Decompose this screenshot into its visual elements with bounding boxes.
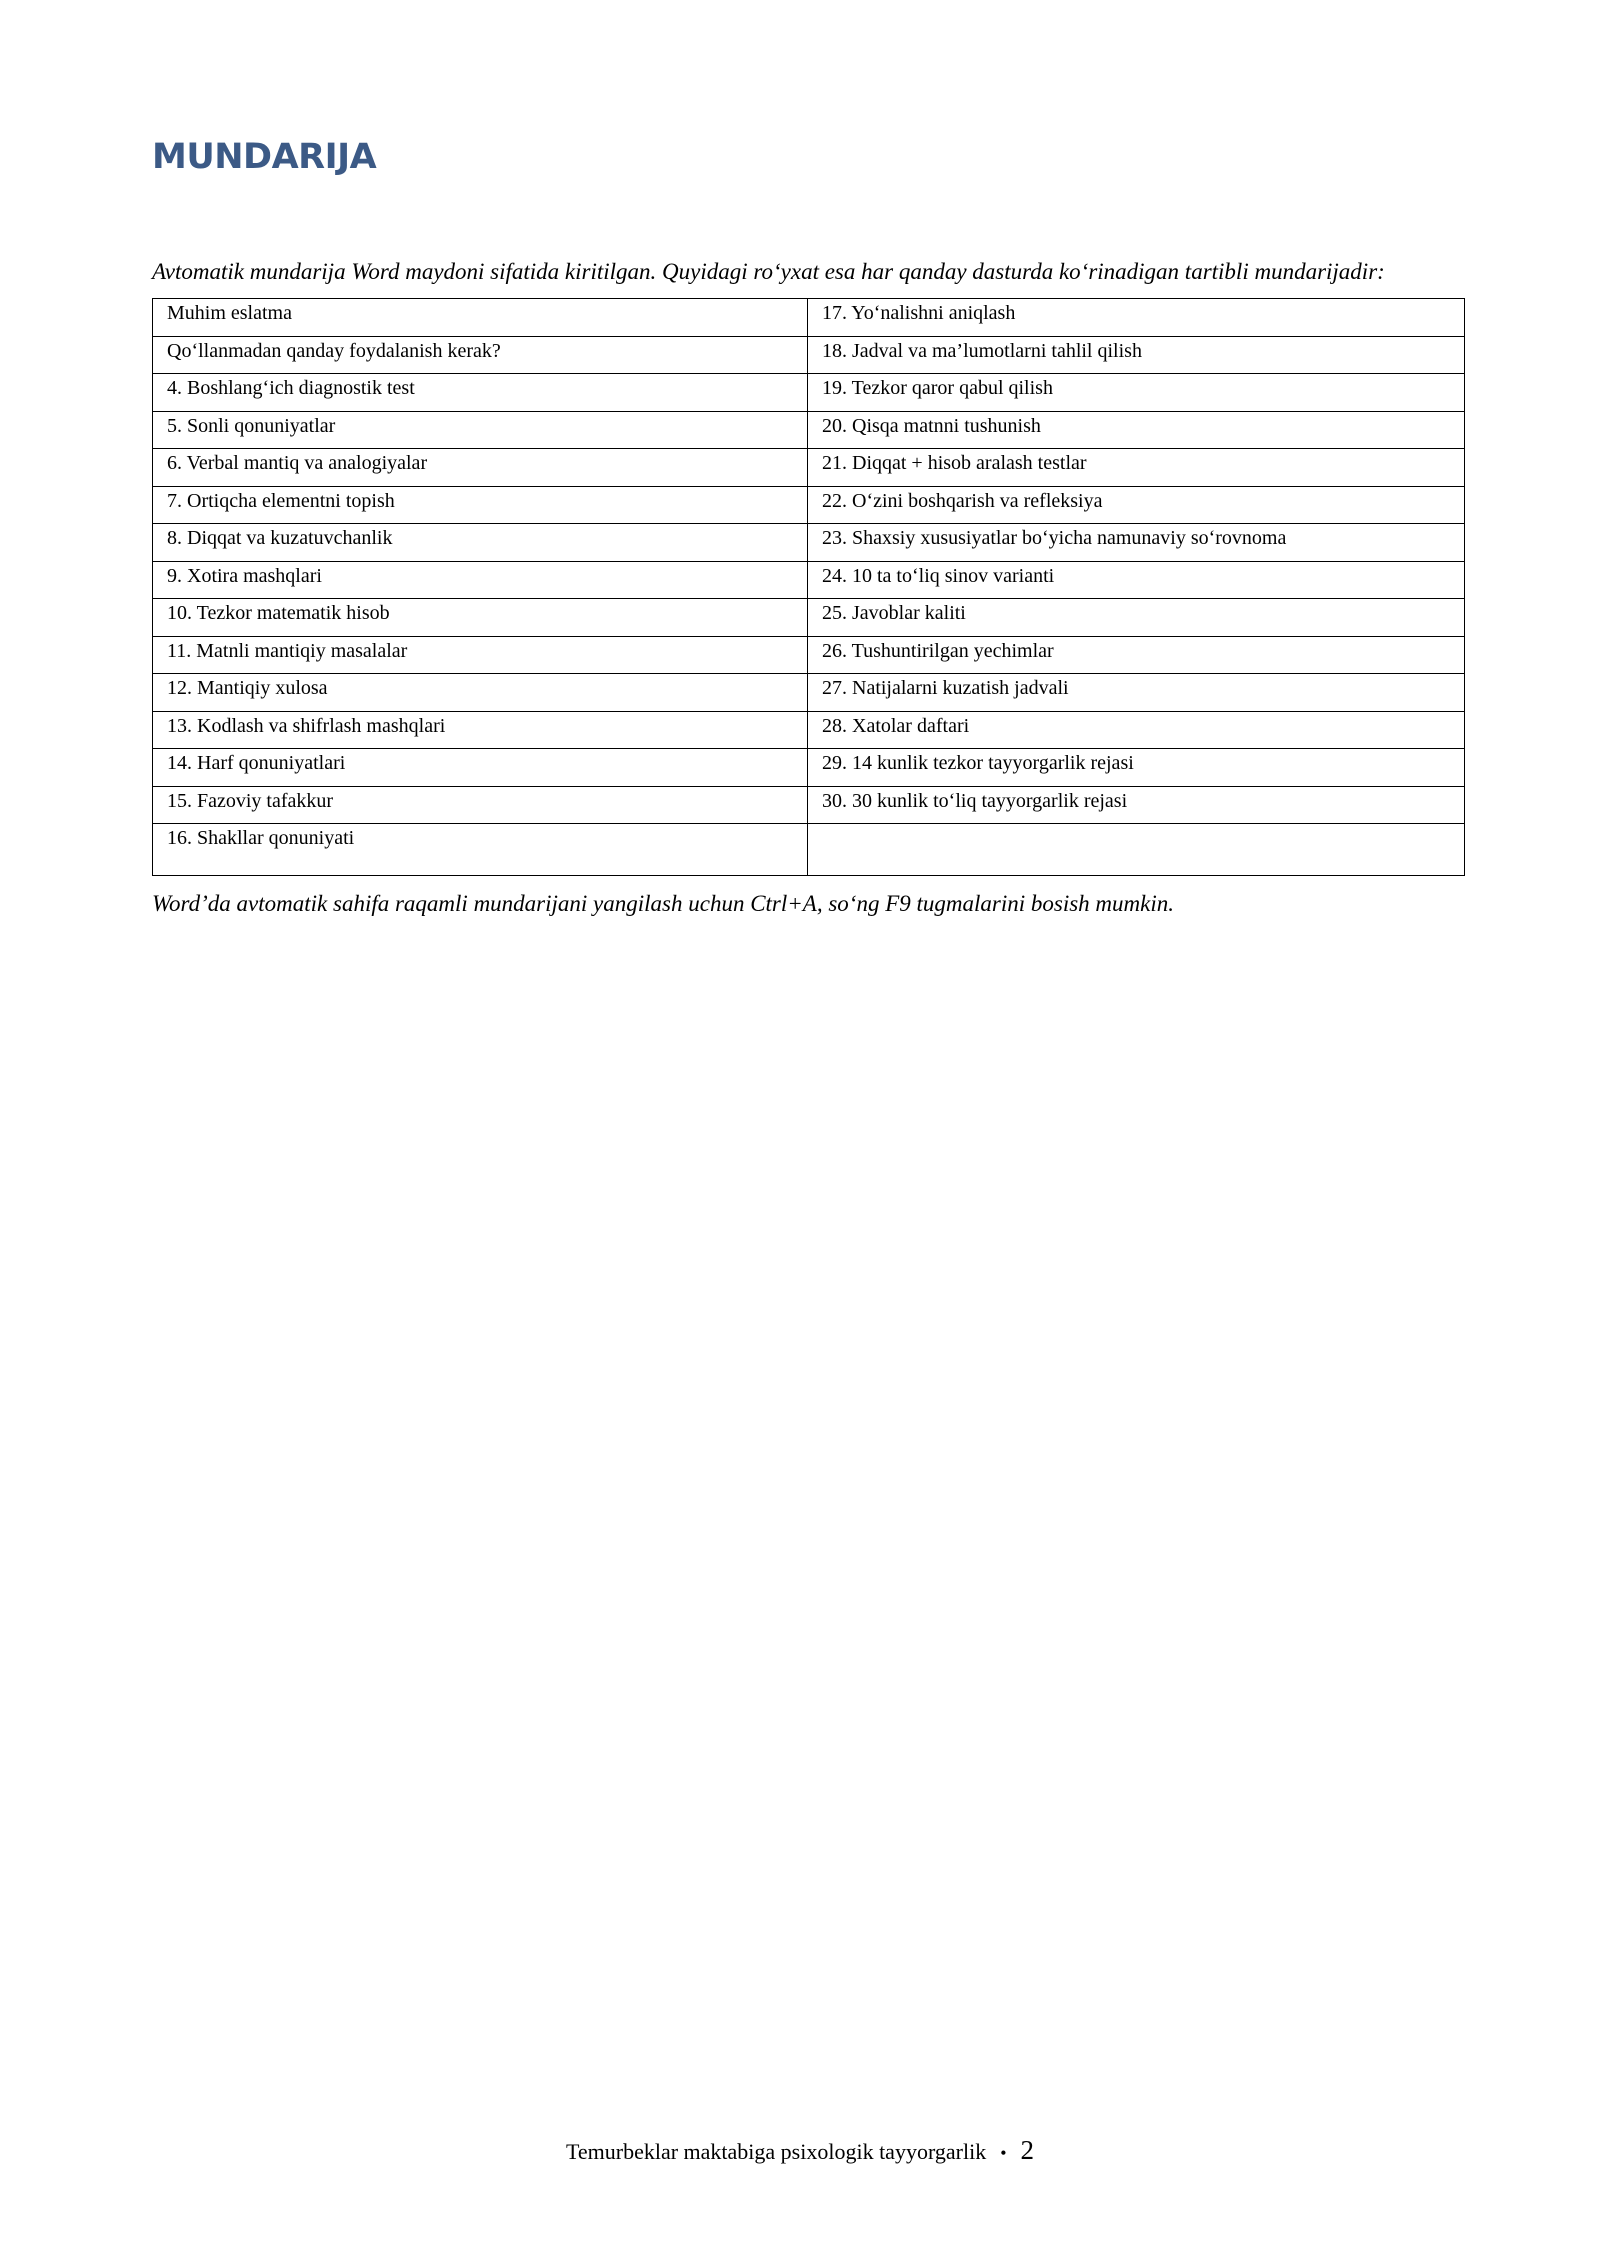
toc-entry[interactable]: 15. Fazoviy tafakkur bbox=[153, 786, 808, 824]
toc-entry[interactable]: 9. Xotira mashqlari bbox=[153, 561, 808, 599]
toc-entry[interactable]: Muhim eslatma bbox=[153, 299, 808, 337]
toc-entry[interactable]: 27. Natijalarni kuzatish jadvali bbox=[808, 674, 1465, 712]
page-footer bbox=[0, 2136, 1600, 2167]
toc-entry[interactable]: 24. 10 ta to‘liq sinov varianti bbox=[808, 561, 1465, 599]
toc-entry[interactable]: 21. Diqqat + hisob aralash testlar bbox=[808, 449, 1465, 487]
table-row bbox=[153, 411, 1465, 449]
toc-entry[interactable]: 20. Qisqa matnni tushunish bbox=[808, 411, 1465, 449]
table-row bbox=[153, 636, 1465, 674]
table-row bbox=[153, 599, 1465, 637]
toc-entry[interactable]: 18. Jadval va ma’lumotlarni tahlil qilish bbox=[808, 336, 1465, 374]
toc-entry[interactable]: 17. Yo‘nalishni aniqlash bbox=[808, 299, 1465, 337]
toc-entry[interactable]: 29. 14 kunlik tezkor tayyorgarlik rejasi bbox=[808, 749, 1465, 787]
page-title: MUNDARIJA bbox=[152, 137, 377, 177]
toc-entry[interactable]: 10. Tezkor matematik hisob bbox=[153, 599, 808, 637]
table-row bbox=[153, 486, 1465, 524]
toc-entry[interactable]: 6. Verbal mantiq va analogiyalar bbox=[153, 449, 808, 487]
table-row bbox=[153, 786, 1465, 824]
table-row bbox=[153, 711, 1465, 749]
toc-entry[interactable]: 14. Harf qonuniyatlari bbox=[153, 749, 808, 787]
table-row bbox=[153, 824, 1465, 876]
toc-entry[interactable]: 25. Javoblar kaliti bbox=[808, 599, 1465, 637]
table-row bbox=[153, 374, 1465, 412]
toc-table bbox=[152, 298, 1465, 876]
toc-entry[interactable]: Qo‘llanmadan qanday foydalanish kerak? bbox=[153, 336, 808, 374]
table-row bbox=[153, 336, 1465, 374]
toc-entry[interactable]: 11. Matnli mantiqiy masalalar bbox=[153, 636, 808, 674]
toc-entry[interactable]: 5. Sonli qonuniyatlar bbox=[153, 411, 808, 449]
table-row bbox=[153, 674, 1465, 712]
table-row bbox=[153, 749, 1465, 787]
toc-entry[interactable]: 8. Diqqat va kuzatuvchanlik bbox=[153, 524, 808, 562]
table-row bbox=[153, 299, 1465, 337]
intro-note: Avtomatik mundarija Word maydoni sifatida kiritilgan. Quyidagi ro‘yxat esa har qanday dasturda ko‘rinadigan tartibli mundarijadir: bbox=[152, 259, 1385, 284]
toc-entry[interactable]: 4. Boshlang‘ich diagnostik test bbox=[153, 374, 808, 412]
footer-separator: • bbox=[1000, 2143, 1007, 2163]
toc-entry[interactable]: 30. 30 kunlik to‘liq tayyorgarlik rejasi bbox=[808, 786, 1465, 824]
toc-entry[interactable]: 28. Xatolar daftari bbox=[808, 711, 1465, 749]
toc-entry[interactable]: 23. Shaxsiy xususiyatlar bo‘yicha namunaviy so‘rovnoma bbox=[808, 524, 1465, 562]
table-row bbox=[153, 449, 1465, 487]
toc-entry-empty bbox=[808, 824, 1465, 876]
table-row bbox=[153, 524, 1465, 562]
table-row bbox=[153, 561, 1465, 599]
toc-entry[interactable]: 16. Shakllar qonuniyati bbox=[153, 824, 808, 876]
toc-entry[interactable]: 19. Tezkor qaror qabul qilish bbox=[808, 374, 1465, 412]
toc-entry[interactable]: 26. Tushuntirilgan yechimlar bbox=[808, 636, 1465, 674]
footer-note: Word’da avtomatik sahifa raqamli mundarijani yangilash uchun Ctrl+A, so‘ng F9 tugmalarini bosish mumkin. bbox=[152, 891, 1174, 916]
toc-entry[interactable]: 7. Ortiqcha elementni topish bbox=[153, 486, 808, 524]
toc-entry[interactable]: 12. Mantiqiy xulosa bbox=[153, 674, 808, 712]
footer-text: Temurbeklar maktabiga psixologik tayyorgarlik bbox=[565, 2139, 987, 2164]
toc-entry[interactable]: 22. O‘zini boshqarish va refleksiya bbox=[808, 486, 1465, 524]
page-number: 2 bbox=[1020, 2135, 1035, 2165]
toc-entry[interactable]: 13. Kodlash va shifrlash mashqlari bbox=[153, 711, 808, 749]
